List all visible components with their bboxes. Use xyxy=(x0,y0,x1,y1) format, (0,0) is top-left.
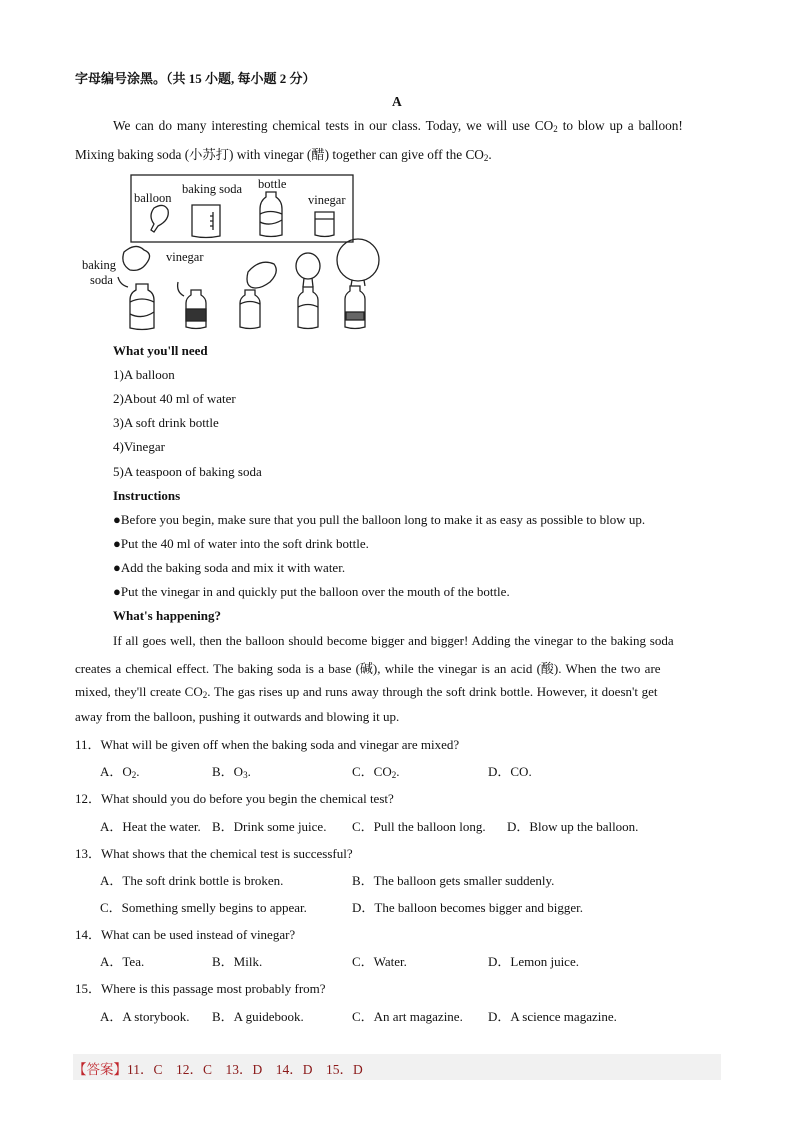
experiment-illustration xyxy=(78,172,388,334)
instruction-item: ●Add the baking soda and mix it with water. xyxy=(113,560,346,575)
answer-line xyxy=(73,1058,363,1078)
question-14-stem: 14．What can be used instead of vinegar? xyxy=(75,927,296,942)
question-13-stem: 13．What shows that the chemical test is successful? xyxy=(75,846,353,861)
question-13-option-c[interactable]: C．Something smelly begins to appear. xyxy=(100,900,307,915)
happening-line-1: If all goes well, then the balloon should become bigger and bigger! Adding the vinegar to the baking soda xyxy=(113,633,674,648)
step-label-baking-soda: baking xyxy=(82,258,117,272)
question-14-option-b[interactable]: B．Milk. xyxy=(212,954,263,969)
question-12-option-b[interactable]: B．Drink some juice. xyxy=(212,819,327,834)
question-11-option-b[interactable]: B．$O_3$. xyxy=(212,764,251,780)
intro-line-2: Mixing baking soda (小苏打) with vinegar (醋) together can give off the $CO_2$. xyxy=(75,147,492,163)
needs-item: 2)About 40 ml of water xyxy=(113,391,236,406)
needs-heading: What you'll need xyxy=(113,343,208,358)
question-15-option-b[interactable]: B．A guidebook. xyxy=(212,1009,304,1024)
question-14-option-c[interactable]: C．Water. xyxy=(352,954,407,969)
step-label-vinegar: vinegar xyxy=(166,250,204,264)
question-11-option-d[interactable]: D．CO. xyxy=(488,764,532,779)
instruction-item: ●Put the vinegar in and quickly put the balloon over the mouth of the bottle. xyxy=(113,584,510,599)
label-vinegar: vinegar xyxy=(308,193,346,207)
needs-item: 1)A balloon xyxy=(113,367,175,382)
question-13-option-a[interactable]: A．The soft drink bottle is broken. xyxy=(100,873,284,888)
question-11-stem: 11．What will be given off when the baking soda and vinegar are mixed? xyxy=(75,737,460,752)
needs-item: 3)A soft drink bottle xyxy=(113,415,219,430)
happening-heading: What's happening? xyxy=(113,608,222,623)
section-title: A xyxy=(392,94,402,109)
answer-tag: 【答案】 xyxy=(73,1062,127,1077)
question-12-option-d[interactable]: D．Blow up the balloon. xyxy=(507,819,639,834)
question-14-option-a[interactable]: A．Tea. xyxy=(100,954,145,969)
question-12-stem: 12．What should you do before you begin the chemical test? xyxy=(75,791,394,806)
answer-box xyxy=(73,1054,721,1080)
question-15-option-a[interactable]: A．A storybook. xyxy=(100,1009,190,1024)
answer-values: 11．C 12．C 13．D 14．D 15．D xyxy=(127,1062,363,1077)
step-label-soda: soda xyxy=(90,273,113,287)
question-14-option-d[interactable]: D．Lemon juice. xyxy=(488,954,579,969)
happening-line-2: creates a chemical effect. The baking soda is a base (碱), while the vinegar is an acid (酸). When the two are xyxy=(75,661,661,676)
question-12-option-a[interactable]: A．Heat the water. xyxy=(100,819,201,834)
question-13-option-b[interactable]: B．The balloon gets smaller suddenly. xyxy=(352,873,555,888)
needs-item: 5)A teaspoon of baking soda xyxy=(113,464,262,479)
happening-line-4: away from the balloon, pushing it outwards and blowing it up. xyxy=(75,709,400,724)
needs-item: 4)Vinegar xyxy=(113,439,165,454)
question-11-option-c[interactable]: C．$CO_2$. xyxy=(352,764,400,780)
question-12-option-c[interactable]: C．Pull the balloon long. xyxy=(352,819,486,834)
instruction-item: ●Before you begin, make sure that you pull the balloon long to make it as easy as possible to blow up. xyxy=(113,512,646,527)
question-15-stem: 15．Where is this passage most probably from? xyxy=(75,981,326,996)
instruction-item: ●Put the 40 ml of water into the soft drink bottle. xyxy=(113,536,369,551)
question-11-option-a[interactable]: A．$O_2$. xyxy=(100,764,140,780)
label-balloon: balloon xyxy=(134,191,172,205)
question-13-option-d[interactable]: D．The balloon becomes bigger and bigger. xyxy=(352,900,584,915)
label-baking-soda: baking soda xyxy=(182,182,243,196)
intro-line-1: We can do many interesting chemical tests in our class. Today, we will use $CO_2$ to blow up a balloon! xyxy=(113,118,683,134)
happening-line-3: mixed, they'll create $CO_2$. The gas rises up and runs away through the soft drink bottle. However, it doesn't get xyxy=(75,684,658,700)
label-bottle: bottle xyxy=(258,177,287,191)
experiment-drawing xyxy=(78,172,388,334)
question-15-option-c[interactable]: C．An art magazine. xyxy=(352,1009,463,1024)
instructions-heading: Instructions xyxy=(113,488,181,503)
question-15-option-d[interactable]: D．A science magazine. xyxy=(488,1009,617,1024)
section-instruction: 字母编号涂黑。（共 15 小题, 每小题 2 分） xyxy=(75,71,316,86)
